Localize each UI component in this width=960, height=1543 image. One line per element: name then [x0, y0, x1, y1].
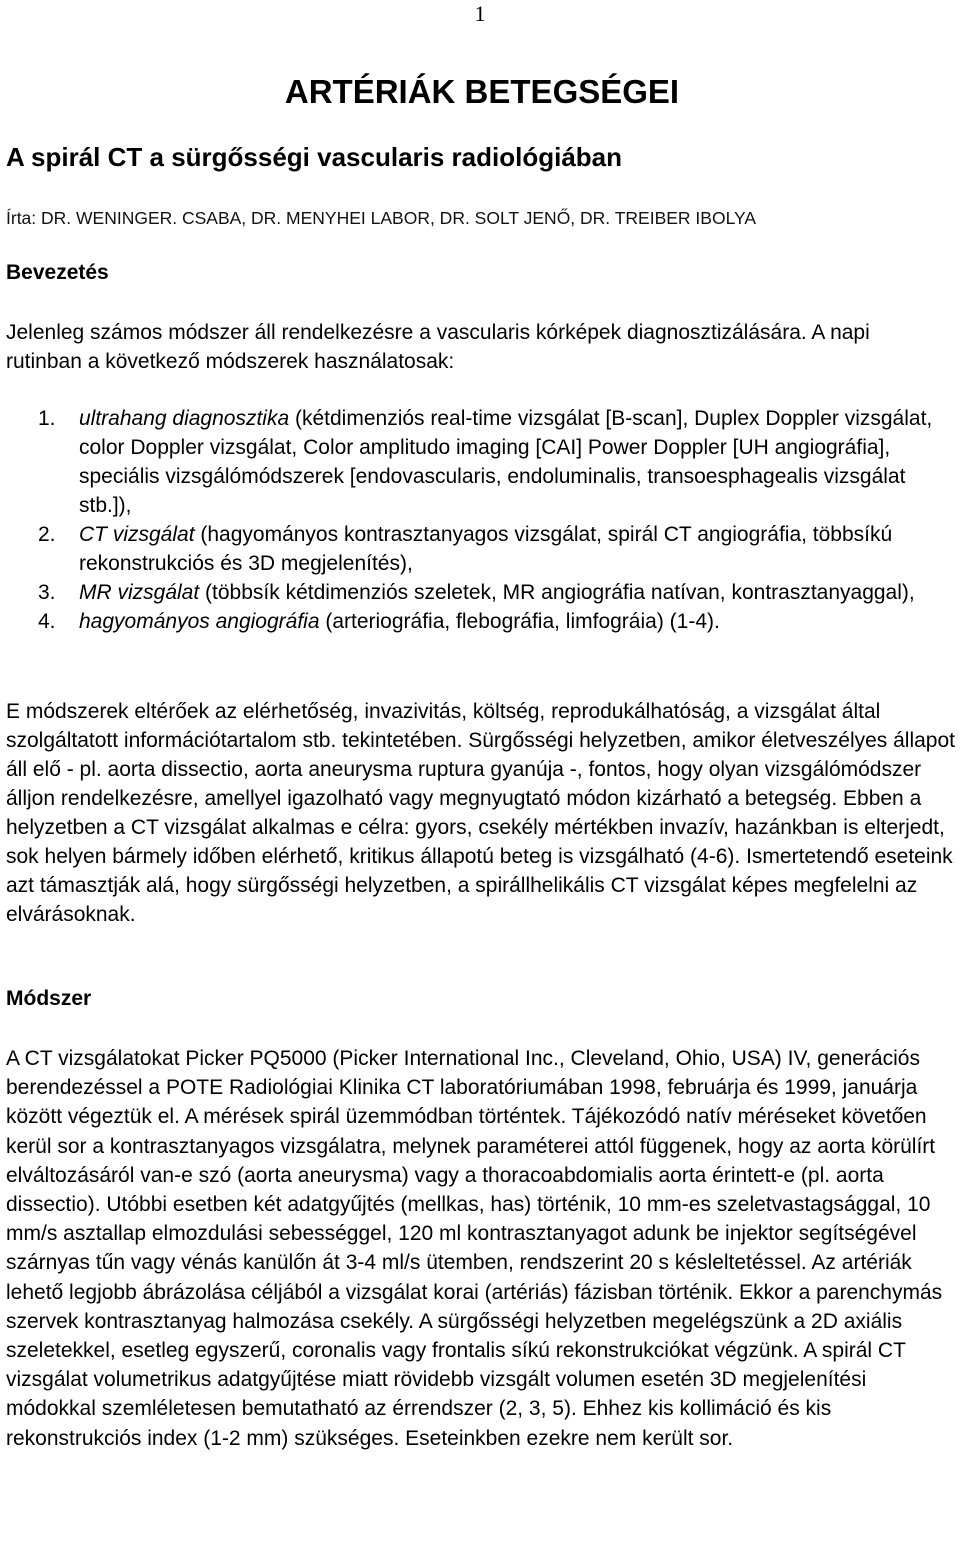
list-number: 1. [38, 407, 56, 430]
page-number: 1 [474, 1, 486, 26]
intro-paragraph: Jelenleg számos módszer áll rendelkezésre a vascularis kórképek diagnosztizálására. A napi rutinban a következő módszerek használatosak: [6, 321, 870, 373]
list-term: ultrahang diagnosztika [79, 407, 290, 430]
list-text: (arteriográfia, flebográfia, limfográia) (1-4). [319, 610, 720, 633]
section-heading-method: Módszer [6, 987, 92, 1010]
list-number: 2. [38, 523, 56, 546]
list-term: MR vizsgálat [79, 581, 200, 604]
list-text: (kétdimenziós real-time vizsgálat [B-scan], Duplex Doppler vizsgálat, color Doppler vizsgálat, Color amplitudo imaging [CAI] Power Doppler [UH angiográfia], speciális vizsgálómódszerek [endovascularis, endoluminalis, transoesphagealis vizsgálat stb.]), [79, 407, 933, 517]
author-line: Írta: DR. WENINGER. CSABA, DR. MENYHEI LABOR, DR. SOLT JENŐ, DR. TREIBER IBOLYA [6, 208, 757, 228]
document-subtitle: A spirál CT a sürgősségi vascularis radiológiában [6, 142, 623, 172]
intro-paragraph-2: E módszerek eltérőek az elérhetőség, invazivitás, költség, reprodukálhatóság, a vizsgálat által szolgáltatott információtartalom stb. tekintetében. Sürgősségi helyzetben, amikor életveszélyes állapot áll elő - pl. aorta dissectio, aorta aneurysma ruptura gyanúja -, fontos, hogy olyan vizsgálómódszer álljon rendelkezésre, amellyel igazolható vagy megnyugtató módon kizárható a betegség. Ebben a helyzetben a CT vizsgálat alkalmas e célra: gyors, csekély mértékben invazív, hazánkban is elterjedt, sok helyen bármely időben elérhető, kritikus állapotú beteg is vizsgálható (4-6). Ismertetendő eseteink azt támasztják alá, hogy sürgősségi helyzetben, a spirállhelikális CT vizsgálat képes megfelelni az elvárásoknak. [6, 700, 955, 926]
list-text: (hagyományos kontrasztanyagos vizsgálat, spirál CT angiográfia, többsíkú rekonstrukciós és 3D megjelenítés), [79, 523, 893, 575]
method-paragraph: A CT vizsgálatokat Picker PQ5000 (Picker International Inc., Cleveland, Ohio, USA) IV, generációs berendezéssel a POTE Radiológiai Klinika CT laboratóriumában 1998, februárja és 1999, januárja között végeztük el. A mérések spirál üzemmódban történtek. Tájékozódó natív méréseket követően kerül sor a kontrasztanyagos vizsgálatra, melynek paraméterei attól függenek, hogy az aorta körülírt elváltozásáról van-e szó (aorta aneurysma) vagy a thoracoabdomialis aorta érintett-e (pl. aorta dissectio). Utóbbi esetben két adatgyűjtés (mellkas, has) történik, 10 mm-es szeletvastagsággal, 10 mm/s asztallap elmozdulási sebességgel, 120 ml kontrasztanyagot adunk be injektor segítségével szárnyas tűn vagy vénás kanülőn át 3-4 ml/s ütemben, rendszerint 20 s késleltetéssel. Az artériák lehető legjobb ábrázolása céljából a vizsgálat korai (artériás) fázisban történik. Ekkor a parenchymás szervek kontrasztanyag halmozása csekély. A sürgősségi helyzetben megelégszünk a 2D axiális szeletekkel, esetleg egyszerű, coronalis vagy frontalis síkú rekonstrukciókat végzünk. A spirál CT vizsgálat volumetrikus adatgyűjtése miatt rövidebb vizsgált volumen esetén 3D megjelenítési módokkal szemléletesen bemutatható az érrendszer (2, 3, 5). Ehhez kis kollimáció és kis rekonstrukciós index (1-2 mm) szükséges. Eseteinkben ezekre nem került sor. [6, 1047, 943, 1450]
list-term: CT vizsgálat [79, 523, 195, 546]
list-item [6, 404, 956, 520]
list-number: 3. [38, 581, 56, 604]
document-title: ARTÉRIÁK BETEGSÉGEI [284, 73, 680, 110]
section-heading-intro: Bevezetés [6, 261, 109, 284]
list-number: 4. [38, 610, 56, 633]
list-item [6, 578, 956, 607]
list-item [6, 520, 956, 578]
list-item [6, 607, 956, 636]
list-term: hagyományos angiográfia [79, 610, 320, 633]
method-list [6, 404, 956, 636]
list-text: (többsík kétdimenziós szeletek, MR angiográfia natívan, kontrasztanyaggal), [199, 581, 915, 604]
